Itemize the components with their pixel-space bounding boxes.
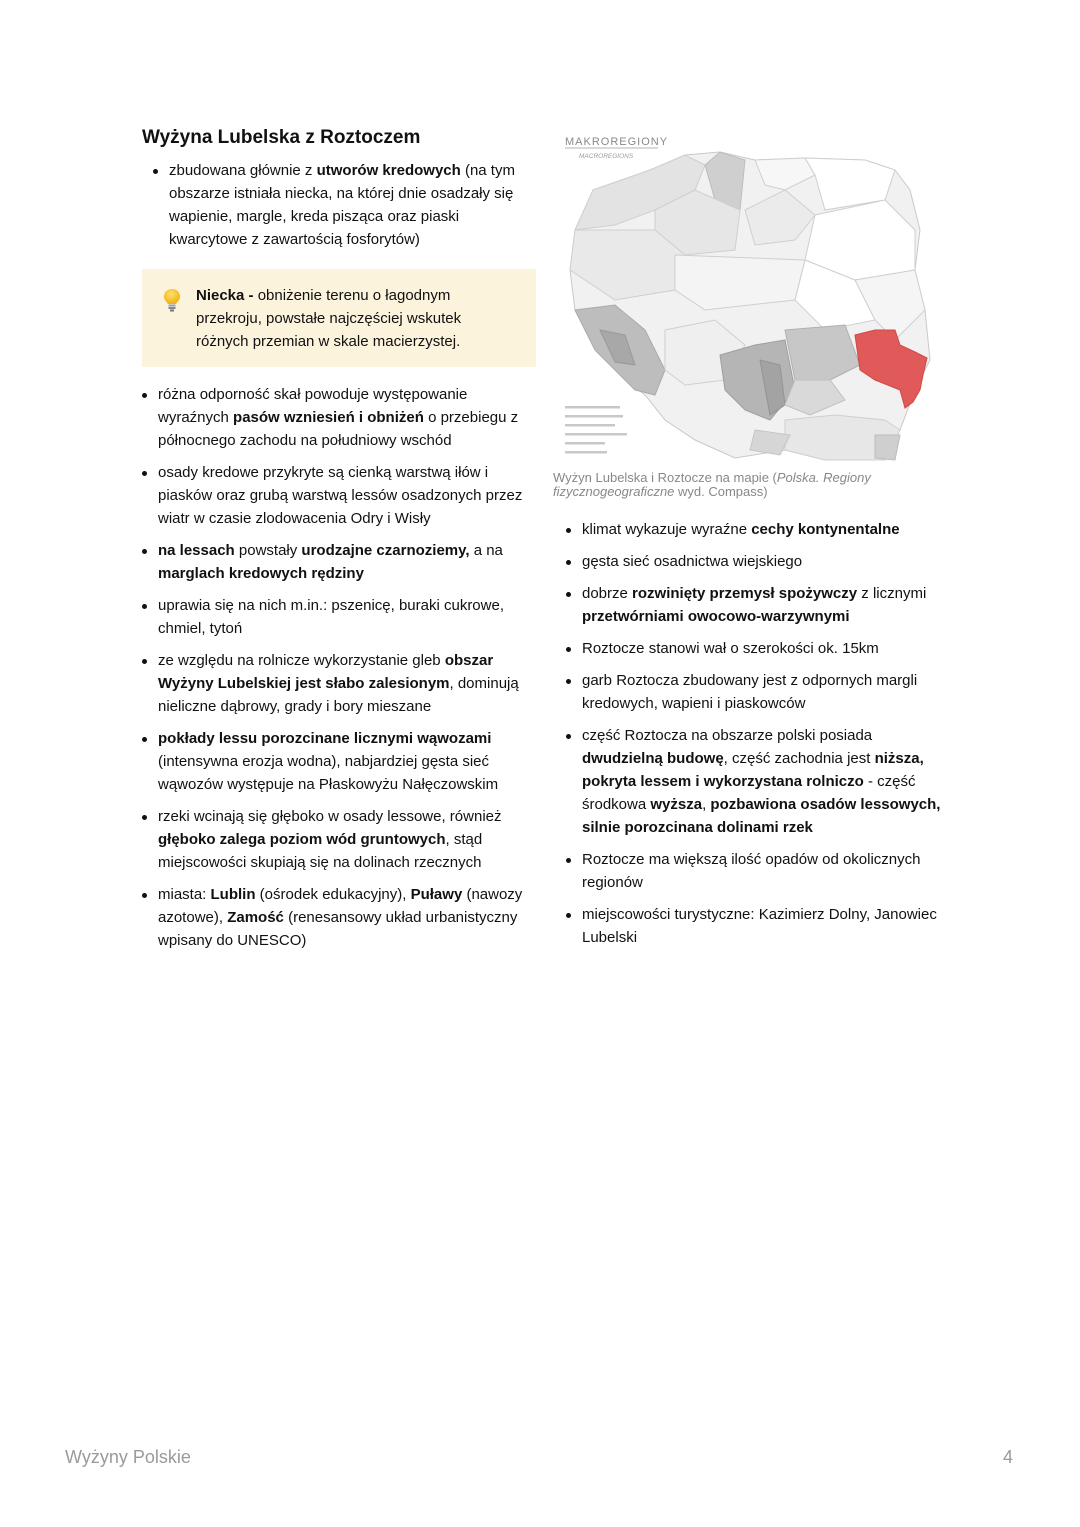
bold-text: na lessach: [158, 542, 235, 559]
bold-text: obszar Wyżyny Lubelskiej jest słabo zalesionym: [158, 652, 494, 692]
bold-text: marglach kredowych rędziny: [158, 565, 364, 582]
callout-definition: obniżenie terenu o łagodnym przekroju, powstałe najczęściej wskutek różnych przemian w skale macierzystej.: [196, 287, 462, 350]
poland-map-graphic: [555, 130, 945, 470]
bold-text: przetwórniami owocowo-warzywnymi: [582, 608, 850, 625]
list-item: [142, 594, 532, 640]
list-item: [142, 539, 532, 585]
bold-text: pokłady lessu porozcinane licznymi wąwozami: [158, 730, 492, 747]
text-run: ze względu na rolnicze wykorzystanie gleb: [158, 652, 445, 669]
text-run: część Roztocza na obszarze polski posiada: [582, 727, 873, 744]
text-run: osady kredowe przykryte są cienką warstwą iłów i piasków oraz grubą warstwą lessów osadzonych przez wiatr w czasie zlodowacenia Odry i Wisły: [158, 464, 523, 527]
text-run: (nawozy azotowe),: [158, 886, 523, 926]
list-item: [566, 550, 956, 573]
text-run: (intensywna erozja wodna), nabjardziej gęsta sieć wąwozów występuje na Płaskowyżu Nałęczowskim: [158, 753, 499, 793]
footer-page-number: 4: [1003, 1447, 1014, 1467]
bold-text: pozbawiona osadów lessowych, silnie porozcinana dolinami rzek: [582, 796, 941, 836]
text-run: , stąd miejscowości skupiają się na dolinach rzecznych: [158, 831, 483, 871]
text-run: dobrze: [582, 585, 633, 602]
right-bullet-list: [566, 518, 956, 958]
text-run: o przebiegu z północnego zachodu na południowy wschód: [158, 409, 519, 449]
lightbulb-icon: [163, 288, 181, 314]
map-caption: [553, 471, 933, 499]
text-run: (na tym obszarze istniała niecka, na której dnie osadzały się wapienie, margle, kreda pisząca oraz piaski kwarcytowe z zawartością fosforytów): [169, 162, 515, 248]
definition-callout: [142, 269, 536, 367]
bold-text: Zamość: [227, 909, 284, 926]
text-run: rzeki wcinają się głęboko w osady lessowe, również: [158, 808, 502, 825]
list-item: [566, 518, 956, 541]
list-item: [566, 669, 956, 715]
list-item: [566, 848, 956, 894]
bold-text: niższa, pokryta lessem i wykorzystana rolniczo: [582, 750, 924, 790]
text-run: a na: [469, 542, 503, 559]
bold-text: Lublin: [210, 886, 256, 903]
footer-document-title: Wyżyny Polskie: [65, 1447, 191, 1467]
text-run: , część zachodnia jest: [723, 750, 875, 767]
list-item: [566, 637, 956, 660]
bold-text: utworów kredowych: [316, 162, 461, 179]
text-run: klimat wykazuje wyraźne: [582, 521, 752, 538]
list-item: [142, 805, 532, 874]
list-item: [142, 383, 532, 452]
text-run: miejscowości turystyczne: Kazimierz Dolny, Janowiec Lubelski: [582, 906, 937, 946]
text-run: powstały: [234, 542, 302, 559]
text-run: z licznymi: [857, 585, 927, 602]
list-item: [142, 649, 532, 718]
bold-text: głęboko zalega poziom wód gruntowych: [158, 831, 446, 848]
list-item: [153, 159, 528, 251]
text-run: Roztocze stanowi wał o szerokości ok. 15km: [582, 640, 879, 657]
text-run: wyd. Compass): [674, 484, 768, 499]
list-item: [566, 582, 956, 628]
section-heading: Wyżyna Lubelska z Roztoczem: [142, 127, 421, 148]
text-run: - część środkowa: [582, 773, 916, 813]
text-run: uprawia się na nich m.in.: pszenicę, buraki cukrowe, chmiel, tytoń: [158, 597, 504, 637]
text-run: gęsta sieć osadnictwa wiejskiego: [582, 553, 803, 570]
list-item: [566, 724, 956, 839]
bold-text: wyższa: [650, 796, 703, 813]
list-item: [142, 883, 532, 952]
text-run: różna odporność skał powoduje występowanie wyraźnych: [158, 386, 468, 426]
italic-text: Polska. Regiony fizycznogeograficzne: [553, 470, 871, 499]
intro-bullet-list: [153, 159, 528, 260]
text-run: miasta:: [158, 886, 211, 903]
macroregions-map: [555, 130, 945, 470]
bold-text: pasów wzniesień i obniżeń: [233, 409, 424, 426]
bold-text: urodzajne czarnoziemy,: [301, 542, 470, 559]
left-bullet-list: [142, 383, 532, 961]
map-subtitle: MACROREGIONS: [579, 153, 634, 160]
text-run: (renesansowy układ urbanistyczny wpisany do UNESCO): [158, 909, 518, 949]
text-run: zbudowana głównie z: [169, 162, 317, 179]
list-item: [566, 903, 956, 949]
text-run: Roztocze ma większą ilość opadów od okolicznych regionów: [582, 851, 921, 891]
text-run: ,: [702, 796, 711, 813]
list-item: [142, 461, 532, 530]
text-run: Wyżyn Lubelska i Roztocze na mapie (: [553, 470, 777, 485]
map-title: MAKROREGIONY: [565, 136, 669, 148]
callout-text: [196, 284, 516, 353]
bold-text: dwudzielną budowę: [582, 750, 724, 767]
bold-text: rozwinięty przemysł spożywczy: [632, 585, 858, 602]
list-item: [142, 727, 532, 796]
text-run: , dominują nieliczne dąbrowy, grady i bory mieszane: [158, 675, 519, 715]
bold-text: cechy kontynentalne: [751, 521, 900, 538]
text-run: garb Roztocza zbudowany jest z odpornych margli kredowych, wapieni i piaskowców: [582, 672, 918, 712]
text-run: (ośrodek edukacyjny),: [255, 886, 411, 903]
bold-text: Puławy: [410, 886, 463, 903]
map-legend: [565, 406, 627, 454]
callout-term: Niecka -: [196, 287, 254, 304]
